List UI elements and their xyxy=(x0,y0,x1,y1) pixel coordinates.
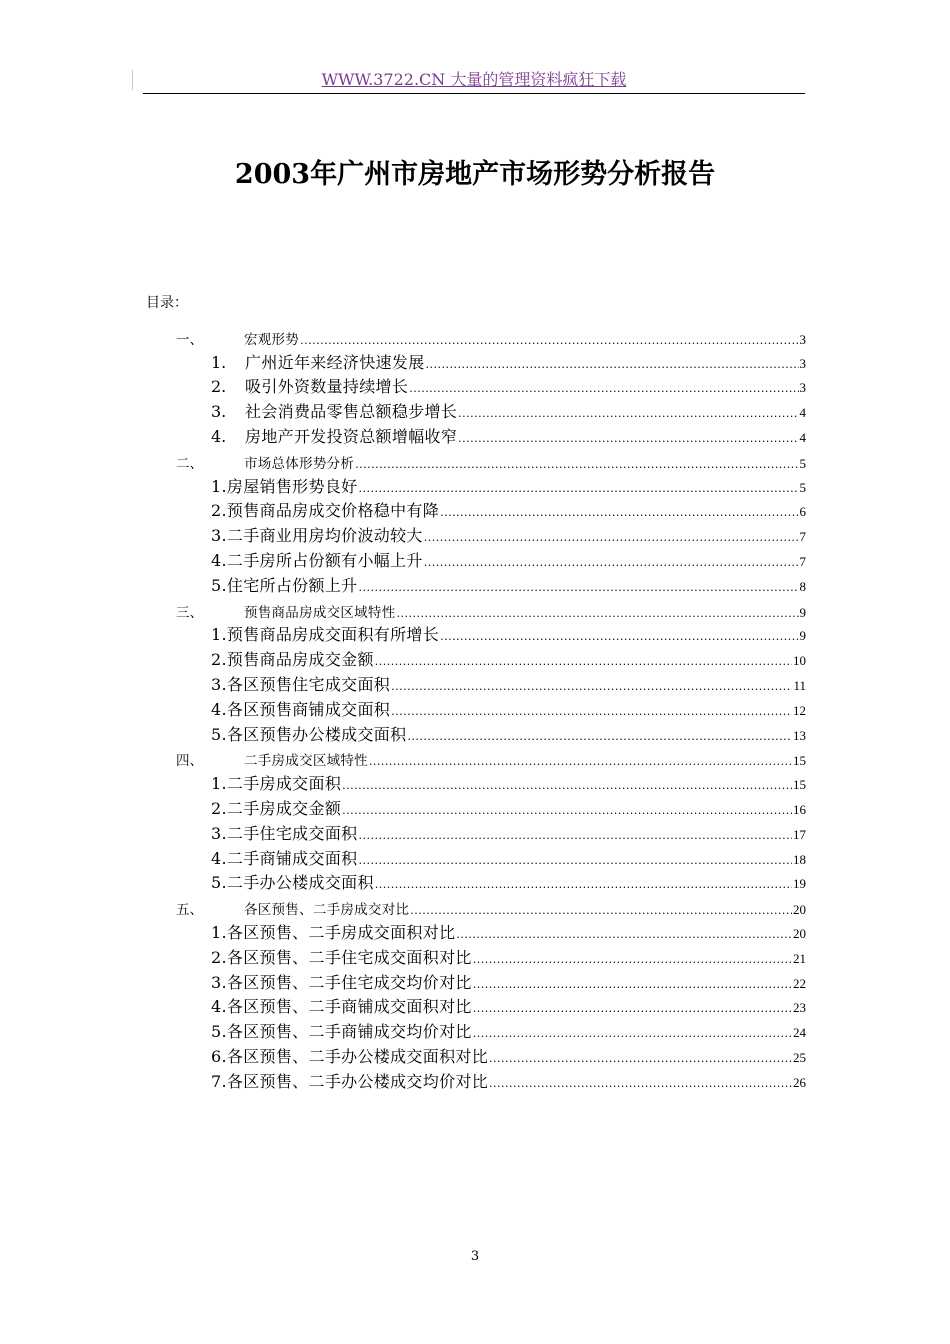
toc-entry-page: 8 xyxy=(799,578,806,594)
toc-entry-text: 5.各区预售、二手商铺成交均价对比 xyxy=(211,1022,472,1042)
toc-row xyxy=(0,426,950,451)
toc-label: 目录： xyxy=(146,295,188,311)
toc-entry-number: 1. xyxy=(211,352,227,372)
toc-entry-page: 26 xyxy=(793,1074,806,1090)
toc-leader-dots xyxy=(342,804,792,817)
toc-entry-page: 9 xyxy=(799,628,806,644)
toc-entry-text: 1.各区预售、二手房成交面积对比 xyxy=(211,922,456,942)
toc-leader-dots xyxy=(375,878,792,891)
toc-entry-text: 1.房屋销售形势良好 xyxy=(211,476,358,496)
toc-entry-number: 4. xyxy=(211,426,227,446)
toc-leader-dots xyxy=(410,904,792,917)
toc-row xyxy=(0,451,950,476)
toc-leader-dots xyxy=(458,432,798,445)
toc-entry-number: 三、 xyxy=(176,604,203,621)
toc-leader-dots xyxy=(473,1027,792,1040)
toc-entry-page: 17 xyxy=(793,826,806,842)
toc-row xyxy=(0,401,950,426)
header-website-link[interactable]: WWW.3722.CN 大量的管理资料疯狂下载 xyxy=(321,70,627,89)
toc-entry-text: 房地产开发投资总额增幅收窄 xyxy=(245,426,458,446)
toc-entry[interactable] xyxy=(211,994,806,1017)
toc-entry[interactable] xyxy=(176,328,806,348)
toc-leader-dots xyxy=(369,755,792,768)
toc-row xyxy=(0,1071,950,1096)
toc-entry-page: 4 xyxy=(799,429,806,445)
toc-entry-page: 3 xyxy=(799,380,806,396)
toc-leader-dots xyxy=(473,953,792,966)
toc-entry[interactable] xyxy=(211,374,806,397)
toc-entry[interactable] xyxy=(211,1069,806,1092)
toc-row xyxy=(0,525,950,550)
toc-row xyxy=(0,798,950,823)
toc-leader-dots xyxy=(456,928,792,941)
toc-entry-page: 20 xyxy=(793,902,806,918)
toc-entry-text: 2.二手房成交金额 xyxy=(211,798,342,818)
toc-entry-text: 3.二手住宅成交面积 xyxy=(211,823,358,843)
toc-entry-text: 2.预售商品房成交金额 xyxy=(211,650,374,670)
toc-entry-text: 4.二手房所占份额有小幅上升 xyxy=(211,550,423,570)
toc-entry[interactable] xyxy=(211,821,806,844)
toc-entry-page: 19 xyxy=(793,876,806,892)
toc-entry-text: 6.各区预售、二手办公楼成交面积对比 xyxy=(211,1046,489,1066)
toc-entry[interactable] xyxy=(211,846,806,869)
toc-row xyxy=(0,649,950,674)
toc-entry-number: 一、 xyxy=(176,331,203,348)
toc-entry-page: 7 xyxy=(799,529,806,545)
toc-entry-text: 5.各区预售办公楼成交面积 xyxy=(211,724,407,744)
toc-entry-number: 二、 xyxy=(176,455,203,472)
toc-leader-dots xyxy=(426,358,799,371)
toc-row xyxy=(0,749,950,774)
toc-row xyxy=(0,625,950,650)
toc-entry-page: 24 xyxy=(793,1025,806,1041)
toc-entry[interactable] xyxy=(176,749,806,769)
toc-row xyxy=(0,823,950,848)
toc-leader-dots xyxy=(358,829,792,842)
toc-entry-page: 9 xyxy=(799,604,806,620)
toc-row xyxy=(0,327,950,352)
toc-entry[interactable] xyxy=(211,399,806,422)
toc-entry[interactable] xyxy=(211,474,806,497)
toc-entry[interactable] xyxy=(211,1019,806,1042)
toc-entry-text: 3.二手商业用房均价波动较大 xyxy=(211,526,423,546)
toc-entry-text: 5.二手办公楼成交面积 xyxy=(211,873,374,893)
toc-entry-page: 6 xyxy=(799,504,806,520)
toc-entry-text: 预售商品房成交区域特性 xyxy=(244,604,396,621)
toc-entry-page: 5 xyxy=(799,479,806,495)
toc-leader-dots xyxy=(358,482,798,495)
toc-entry-text: 3.各区预售、二手住宅成交均价对比 xyxy=(211,972,472,992)
toc-leader-dots xyxy=(409,382,798,395)
toc-row xyxy=(0,897,950,922)
toc-entry[interactable] xyxy=(211,672,806,695)
toc-row xyxy=(0,476,950,501)
toc-entry-page: 7 xyxy=(799,553,806,569)
toc-row xyxy=(0,674,950,699)
toc-leader-dots xyxy=(391,705,792,718)
toc-entry-text: 市场总体形势分析 xyxy=(244,455,355,472)
toc-entry-page: 18 xyxy=(793,851,806,867)
toc-leader-dots xyxy=(458,407,798,420)
toc-entry-page: 15 xyxy=(793,753,806,769)
toc-row xyxy=(0,972,950,997)
toc-entry-text: 宏观形势 xyxy=(244,331,300,348)
toc-entry-page: 21 xyxy=(793,950,806,966)
toc-entry[interactable] xyxy=(211,622,806,645)
toc-row xyxy=(0,724,950,749)
toc-leader-dots xyxy=(424,556,799,569)
toc-row xyxy=(0,848,950,873)
toc-entry-page: 25 xyxy=(793,1049,806,1065)
document-title: 2003年广州市房地产市场形势分析报告 xyxy=(234,159,716,190)
toc-row xyxy=(0,1021,950,1046)
toc-leader-dots xyxy=(375,655,792,668)
toc-entry-number: 3. xyxy=(211,402,227,422)
toc-entry[interactable] xyxy=(211,424,806,447)
toc-row xyxy=(0,575,950,600)
toc-entry[interactable] xyxy=(176,452,806,472)
toc-entry-text: 2.各区预售、二手住宅成交面积对比 xyxy=(211,947,472,967)
toc-entry-page: 4 xyxy=(799,405,806,421)
toc-entry-page: 15 xyxy=(793,777,806,793)
toc-entry[interactable] xyxy=(211,573,806,596)
toc-row xyxy=(0,699,950,724)
toc-entry-page: 20 xyxy=(793,925,806,941)
toc-entry-text: 1.二手房成交面积 xyxy=(211,774,342,794)
toc-row xyxy=(0,773,950,798)
toc-row xyxy=(0,922,950,947)
toc-row xyxy=(0,550,950,575)
toc-entry-text: 4.各区预售商铺成交面积 xyxy=(211,699,391,719)
toc-entry-text: 社会消费品零售总额稳步增长 xyxy=(245,402,458,422)
toc-entry-text: 二手房成交区域特性 xyxy=(244,753,368,770)
toc-row xyxy=(0,352,950,377)
page-number: 3 xyxy=(470,1249,480,1264)
header-margin-mark xyxy=(132,70,133,90)
toc-entry-text: 广州近年来经济快速发展 xyxy=(245,352,425,372)
toc-leader-dots xyxy=(489,1077,792,1090)
toc-entry[interactable] xyxy=(211,350,806,373)
toc-row xyxy=(0,947,950,972)
toc-entry-text: 各区预售、二手房成交对比 xyxy=(244,902,410,919)
toc-entry-page: 3 xyxy=(799,331,806,347)
toc-entry[interactable] xyxy=(211,870,806,893)
toc-entry[interactable] xyxy=(211,548,806,571)
toc-leader-dots xyxy=(300,334,798,347)
toc-entry-page: 5 xyxy=(799,455,806,471)
toc-entry-number: 五、 xyxy=(176,902,203,919)
header-rule xyxy=(143,93,805,94)
toc-entry-page: 23 xyxy=(793,1000,806,1016)
toc-leader-dots xyxy=(489,1052,792,1065)
toc-row xyxy=(0,997,950,1022)
toc-entry[interactable] xyxy=(211,796,806,819)
toc-entry-number: 四、 xyxy=(176,753,203,770)
toc-row xyxy=(0,501,950,526)
toc-leader-dots xyxy=(424,531,799,544)
toc-leader-dots xyxy=(440,506,798,519)
toc-entry[interactable] xyxy=(211,647,806,670)
toc-leader-dots xyxy=(407,730,792,743)
toc-entry-page: 10 xyxy=(793,653,806,669)
toc-entry-text: 吸引外资数量持续增长 xyxy=(245,377,409,397)
toc-row xyxy=(0,600,950,625)
toc-entry-page: 3 xyxy=(799,355,806,371)
toc-row xyxy=(0,377,950,402)
toc-leader-dots xyxy=(391,680,792,693)
toc-entry-text: 7.各区预售、二手办公楼成交均价对比 xyxy=(211,1071,489,1091)
table-of-contents xyxy=(0,327,950,1096)
toc-entry[interactable] xyxy=(176,898,806,918)
toc-entry-page: 13 xyxy=(793,727,806,743)
toc-leader-dots xyxy=(342,779,792,792)
toc-row xyxy=(0,1046,950,1071)
toc-entry-text: 4.二手商铺成交面积 xyxy=(211,848,358,868)
toc-entry[interactable] xyxy=(211,722,806,745)
toc-entry[interactable] xyxy=(211,771,806,794)
toc-leader-dots xyxy=(396,607,798,620)
toc-entry[interactable] xyxy=(176,601,806,621)
toc-entry-text: 2.预售商品房成交价格稳中有降 xyxy=(211,501,440,521)
toc-entry-text: 3.各区预售住宅成交面积 xyxy=(211,674,391,694)
toc-entry[interactable] xyxy=(211,970,806,993)
toc-entry[interactable] xyxy=(211,945,806,968)
toc-entry-text: 5.住宅所占份额上升 xyxy=(211,575,358,595)
toc-entry-text: 1.预售商品房成交面积有所增长 xyxy=(211,625,440,645)
toc-entry[interactable] xyxy=(211,498,806,521)
toc-entry-number: 2. xyxy=(211,377,227,397)
toc-leader-dots xyxy=(358,854,792,867)
toc-leader-dots xyxy=(473,978,792,991)
toc-entry-page: 16 xyxy=(793,801,806,817)
toc-leader-dots xyxy=(355,458,798,471)
toc-entry-text: 4.各区预售、二手商铺成交面积对比 xyxy=(211,997,472,1017)
toc-entry[interactable] xyxy=(211,697,806,720)
toc-entry-page: 22 xyxy=(793,975,806,991)
toc-entry[interactable] xyxy=(211,920,806,943)
toc-entry[interactable] xyxy=(211,1044,806,1067)
toc-leader-dots xyxy=(473,1002,792,1015)
toc-leader-dots xyxy=(440,630,798,643)
toc-leader-dots xyxy=(358,581,798,594)
toc-entry-page: 12 xyxy=(793,702,806,718)
toc-entry[interactable] xyxy=(211,523,806,546)
toc-entry-page: 11 xyxy=(793,677,806,693)
toc-row xyxy=(0,873,950,898)
